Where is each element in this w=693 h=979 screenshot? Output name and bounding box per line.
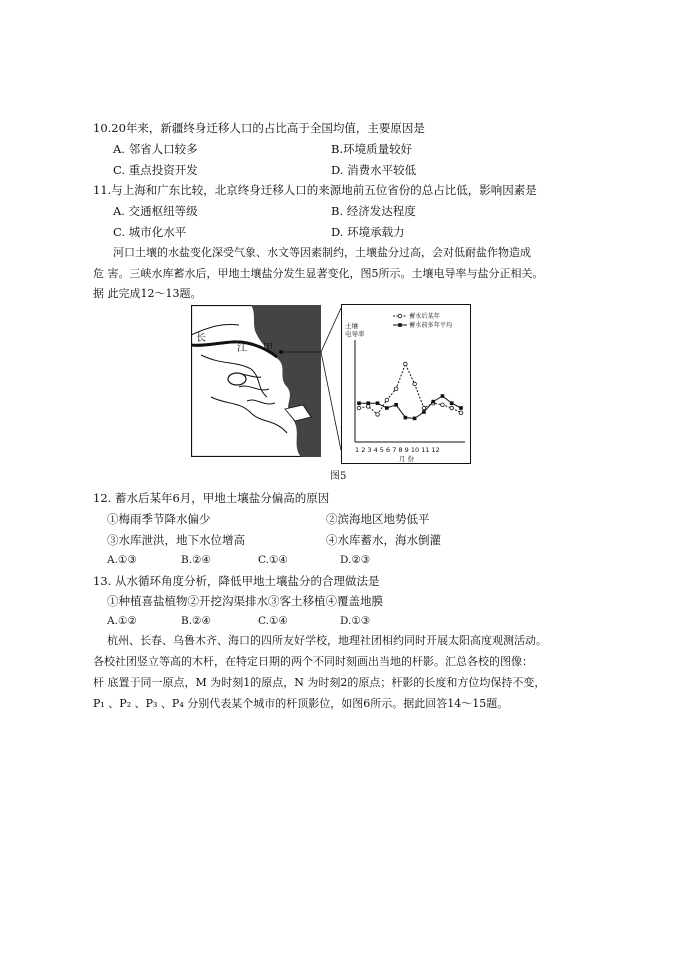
q11-stem: 11.与上海和广东比较，北京终身迁移人口的来源地前五位省份的总占比低，影响因素是 (93, 183, 537, 197)
series-2-point (357, 401, 361, 405)
series-2-point (376, 401, 380, 405)
q12-option-b: B.②④ (181, 554, 211, 566)
series-2-point (385, 406, 389, 410)
series-1-point (366, 405, 370, 409)
q13-option-c: C.①④ (258, 615, 288, 627)
q11-option-a: A. 交通枢纽等级 (113, 204, 198, 218)
series-1-point (450, 406, 454, 410)
series-1-point (441, 403, 445, 407)
passage1-line2: 危 害。三峡水库蓄水后，甲地土壤盐分发生显著变化，图5所示。土壤电导率与盐分正相关。 (93, 267, 544, 280)
series-1-point (394, 387, 398, 391)
series-1-point (376, 413, 380, 417)
legend-marker-1 (398, 314, 402, 318)
map-label-jiang: 江 (237, 343, 247, 354)
q10-stem: 10.20年来，新疆终身迁移人口的占比高于全国均值，主要原因是 (93, 121, 425, 135)
q13-stem: 13. 从水循环角度分析，降低甲地土壤盐分的合理做法是 (93, 574, 380, 588)
map-label-jia: 甲 (263, 343, 273, 354)
series-2-point (394, 403, 398, 407)
series-1-point (459, 411, 463, 415)
q11-option-b: B. 经济发达程度 (331, 204, 416, 218)
q10-option-d: D. 消费水平较低 (331, 163, 417, 177)
q13-option-a: A.①② (107, 615, 137, 627)
series-2-point (459, 406, 463, 410)
series-2-point (422, 410, 426, 414)
passage2-line4: P₁ 、P₂ 、P₃ 、P₄ 分别代表某个城市的杆顶影位，如图6所示。据此回答14～15题。 (93, 697, 509, 710)
figure5-caption: 图5 (330, 471, 347, 482)
series-1-point (413, 382, 417, 386)
q10-option-a: A. 邻省人口较多 (113, 142, 198, 156)
q12-option-d: D.②③ (340, 554, 371, 566)
figure5-map (191, 305, 321, 457)
q13-items: ①种植喜盐植物②开挖沟渠排水③客土移植④覆盖地膜 (107, 594, 383, 608)
series-1-point (357, 406, 361, 410)
passage2-line1: 杭州、长春、乌鲁木齐、海口的四所友好学校，地理社团相约同时开展太阳高度观测活动。 (107, 634, 547, 647)
q11-option-d: D. 环境承载力 (331, 225, 405, 239)
series-1-point (422, 406, 426, 410)
q12-stem: 12. 蓄水后某年6月，甲地土壤盐分偏高的原因 (93, 491, 330, 505)
series-1-point (404, 362, 408, 366)
series-2-point (404, 416, 408, 420)
map-label-chang: 长 (196, 333, 206, 344)
legend-label-2: 蓄水前多年平均 (409, 322, 453, 330)
q13-option-d: D.①③ (340, 615, 371, 627)
series-2-point (431, 400, 435, 404)
q13-option-b: B.②④ (181, 615, 211, 627)
q10-option-b: B.环境质量较好 (331, 142, 413, 156)
series-2-point (441, 394, 445, 398)
q12-item-4: ④水库蓄水，海水倒灌 (326, 533, 441, 547)
q11-option-c: C. 城市化水平 (113, 225, 187, 239)
passage1-line1: 河口土壤的水盐变化深受气象、水文等因素制约，土壤盐分过高，会对低耐盐作物造成 (113, 246, 531, 259)
q12-option-c: C.①④ (258, 554, 288, 566)
q12-item-1: ①梅雨季节降水偏少 (107, 512, 211, 526)
chart-ylabel-line2: 电导率 (345, 330, 365, 338)
figure5-chart (341, 304, 471, 464)
chart-xtick-labels: 1 2 3 4 5 6 7 8 9 10 11 12 (355, 446, 440, 454)
series-2-point (450, 401, 454, 405)
chart-xlabel: 月 份 (399, 455, 415, 463)
passage1-line3: 据 此完成12～13题。 (93, 287, 202, 300)
q12-item-3: ③水库泄洪，地下水位增高 (107, 533, 245, 547)
legend-marker-2 (398, 323, 402, 327)
q12-item-2: ②滨海地区地势低平 (326, 512, 430, 526)
passage2-line2: 各校社团竖立等高的木杆，在特定日期的两个不同时刻画出当地的杆影。汇总各校的图像： (93, 655, 533, 668)
q12-option-a: A.①③ (107, 554, 137, 566)
series-1-point (385, 398, 389, 402)
legend-label-1: 蓄水后某年 (409, 313, 440, 321)
series-2-point (366, 401, 370, 405)
passage2-line3: 杆 底置于同一原点，M 为时刻1的原点，N 为时刻2的原点；杆影的长度和方位均保持不变， (93, 676, 546, 689)
series-2-point (413, 417, 417, 421)
q10-option-c: C. 重点投资开发 (113, 163, 198, 177)
chart-ylabel-line1: 土壤 (345, 322, 358, 330)
